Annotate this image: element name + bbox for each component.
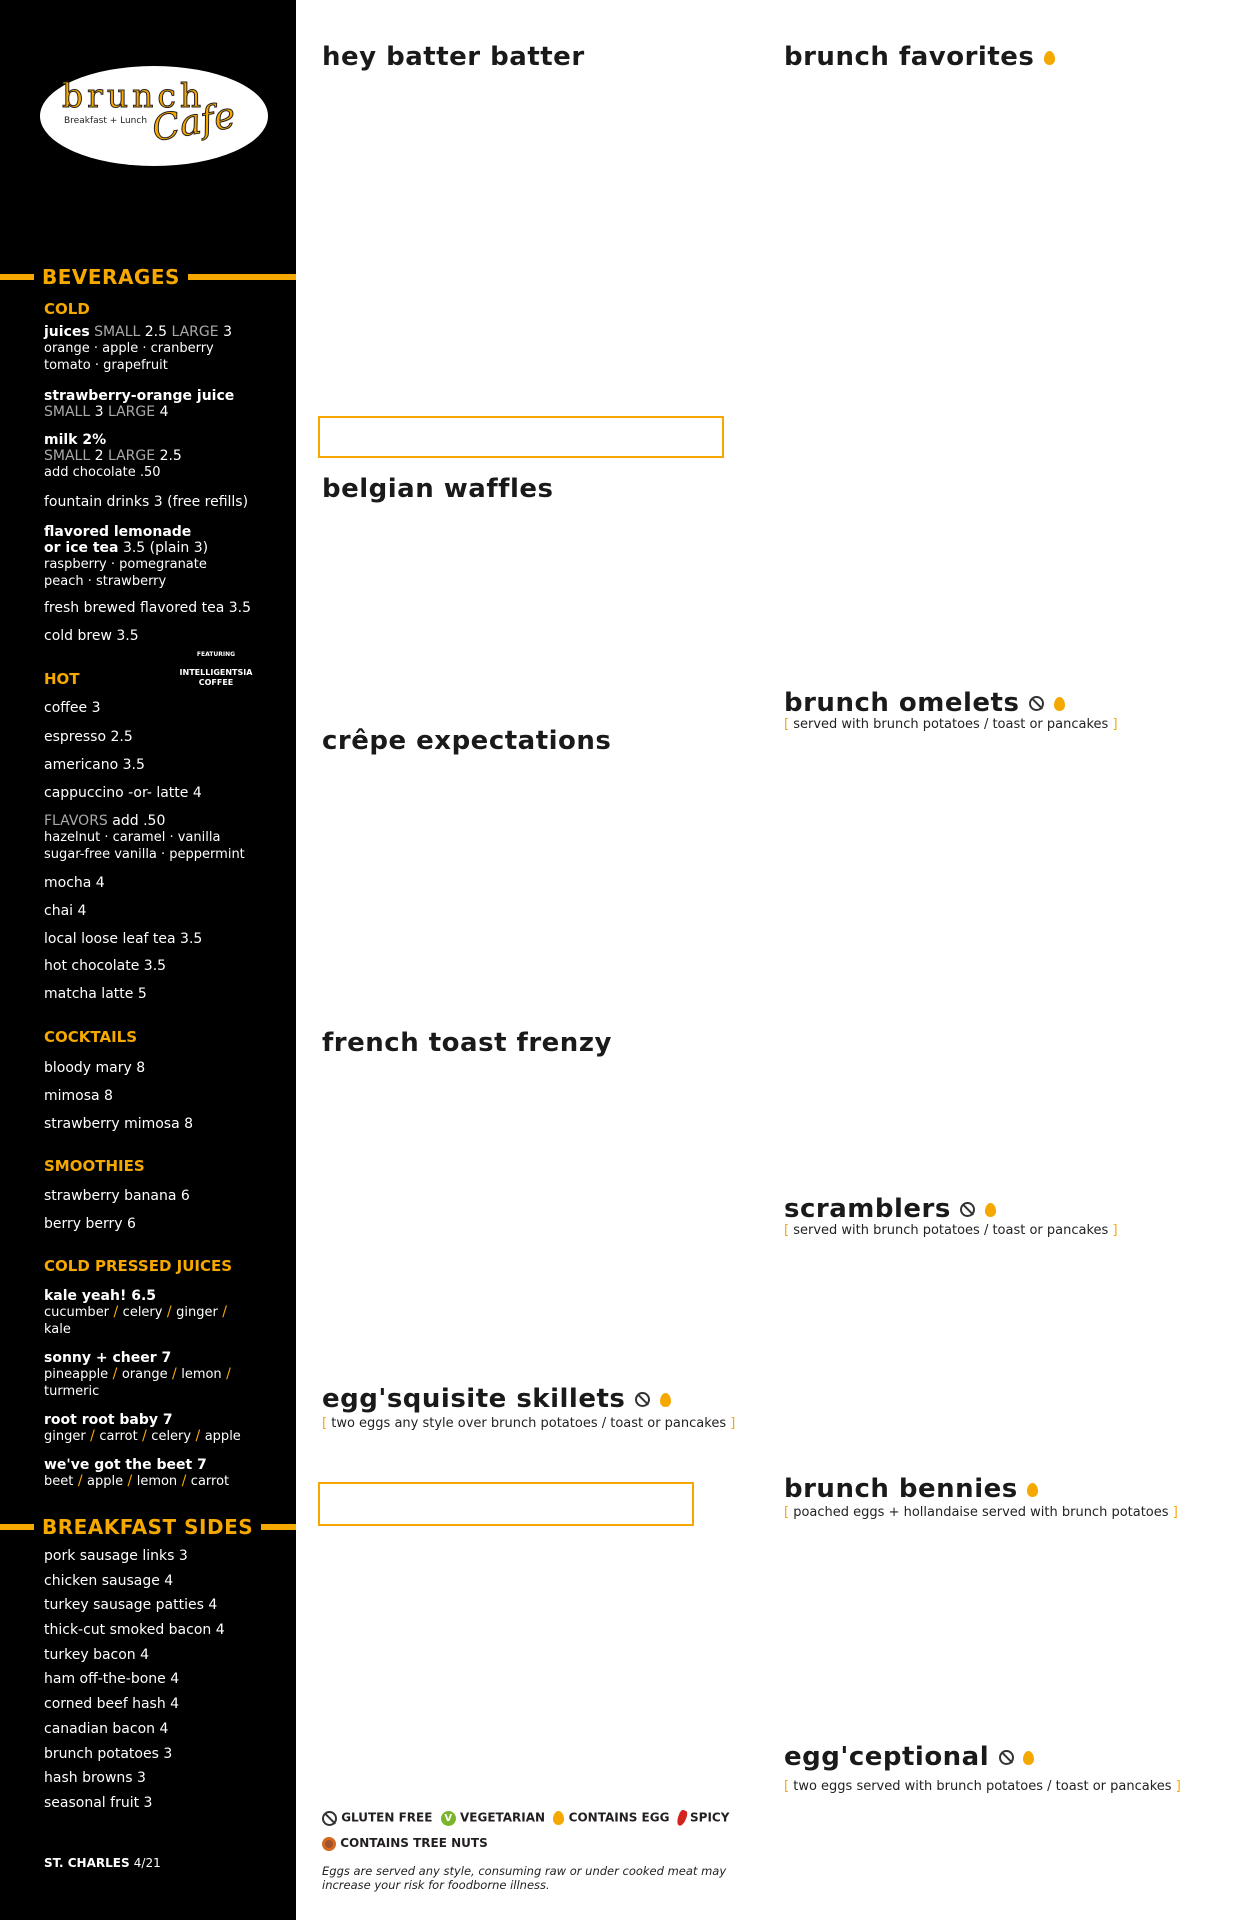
sidebar-beverages [0,0,296,1920]
brunch-favorites-heading: brunch favorites [784,42,1055,72]
intelligentsia-badge: FEATURING INTELLIGENTSIA COFFEE [179,651,253,687]
cinnamon-swirl-highlight [318,416,724,458]
hey-batter-batter-heading: hey batter batter [322,42,585,72]
smoothies-heading: SMOOTHIES [44,1157,145,1175]
cold-pressed-juices-heading: COLD PRESSED JUICES [44,1257,233,1275]
strawberry-banana-item: strawberry banana 6 [44,1188,190,1204]
side-item: corned beef hash 4 [44,1696,180,1712]
egg-icon [660,1393,671,1407]
crepe-expectations-heading: crêpe expectations [322,726,612,756]
side-item: turkey bacon 4 [44,1647,150,1663]
legend: GLUTEN FREE V VEGETARIAN CONTAINS EGG SPICY [322,1810,729,1826]
coffee-item: coffee 3 [44,700,101,716]
side-item: hash browns 3 [44,1770,146,1786]
strawberry-orange-juice-item: strawberry-orange juice SMALL 3 LARGE 4 [44,388,235,420]
logo-cafe: Cafe [149,95,239,150]
root-root-baby-item: root root baby 7 ginger / carrot / celery / apple [44,1412,241,1444]
gluten-free-icon [1029,696,1044,711]
chai-item: chai 4 [44,903,87,919]
side-item: seasonal fruit 3 [44,1795,153,1811]
side-item: canadian bacon 4 [44,1721,169,1737]
egg-icon [553,1811,564,1825]
breakfast-sides-heading: BREAKFAST SIDES [0,1518,296,1536]
gluten-free-icon [999,1750,1014,1765]
cold-heading: COLD [44,300,90,318]
spicy-icon [675,1809,688,1827]
egg-icon [1044,51,1055,65]
beet-item: we've got the beet 7 beet / apple / lemon / carrot [44,1457,230,1489]
brunch-omelets-heading: brunch omelets [784,688,1065,718]
scramblers-note: [ served with brunch potatoes / toast or pancakes ] [784,1223,1118,1238]
lemonade-item: flavored lemonade or ice tea 3.5 (plain 3) raspberry · pomegranate peach · strawberry [44,524,209,589]
legend-nuts: CONTAINS TREE NUTS [322,1836,488,1851]
egg-icon [1054,697,1065,711]
mimosa-item: mimosa 8 [44,1088,113,1104]
side-item: chicken sausage 4 [44,1573,174,1589]
loose-leaf-tea-item: local loose leaf tea 3.5 [44,931,203,947]
juices-item: juices SMALL 2.5 LARGE 3 orange · apple · cranberry tomato · grapefruit [44,324,232,373]
milk-item: milk 2% SMALL 2 LARGE 2.5 add chocolate .50 [44,432,182,480]
matcha-latte-item: matcha latte 5 [44,986,147,1002]
cappuccino-item: cappuccino -or- latte 4 [44,785,202,801]
vegetarian-icon: V [441,1811,456,1826]
mocha-item: mocha 4 [44,875,105,891]
omelets-note: [ served with brunch potatoes / toast or pancakes ] [784,717,1118,732]
fresh-tea-item: fresh brewed flavored tea 3.5 [44,600,251,616]
berry-berry-item: berry berry 6 [44,1216,136,1232]
side-item: ham off-the-bone 4 [44,1671,180,1687]
egg-icon [1023,1751,1034,1765]
eggceptional-heading: egg'ceptional [784,1742,1034,1772]
food-warning: Eggs are served any style, consuming raw or under cooked meat may increase your risk for foodborne illness. [322,1864,727,1892]
espresso-item: espresso 2.5 [44,729,133,745]
bloody-mary-item: bloody mary 8 [44,1060,146,1076]
sonny-cheer-item: sonny + cheer 7 pineapple / orange / lemon / turmeric [44,1350,231,1399]
belgian-waffles-heading: belgian waffles [322,474,554,504]
gluten-free-icon [960,1202,975,1217]
logo-brunch: brunch [62,76,206,115]
hot-chocolate-item: hot chocolate 3.5 [44,958,167,974]
logo-subtitle: Breakfast + Lunch [64,116,148,126]
cocktails-heading: COCKTAILS [44,1028,138,1046]
tree-nut-icon [322,1837,336,1851]
hot-heading: HOT [44,670,80,688]
brunch-bennies-heading: brunch bennies [784,1474,1038,1504]
brisket-hash-highlight [318,1482,694,1526]
fountain-drinks-item: fountain drinks 3 (free refills) [44,494,249,510]
location-label: ST. CHARLES 4/21 [44,1856,161,1870]
egg-icon [1027,1483,1038,1497]
gluten-free-icon [635,1392,650,1407]
egg-icon [985,1203,996,1217]
side-item: brunch potatoes 3 [44,1746,173,1762]
side-item: thick-cut smoked bacon 4 [44,1622,225,1638]
scramblers-heading: scramblers [784,1194,996,1224]
side-item: turkey sausage patties 4 [44,1597,218,1613]
gluten-free-icon [322,1811,337,1826]
skillets-heading: egg'squisite skillets [322,1384,671,1414]
side-item: pork sausage links 3 [44,1548,188,1564]
kale-yeah-item: kale yeah! 6.5 cucumber / celery / ginger / kale [44,1288,227,1337]
americano-item: americano 3.5 [44,757,145,773]
skillets-note: [ two eggs any style over brunch potatoes / toast or pancakes ] [322,1416,736,1431]
eggceptional-note: [ two eggs served with brunch potatoes / toast or pancakes ] [784,1779,1181,1794]
strawberry-mimosa-item: strawberry mimosa 8 [44,1116,194,1132]
brunch-cafe-logo [40,66,268,166]
french-toast-frenzy-heading: french toast frenzy [322,1028,612,1058]
cold-brew-item: cold brew 3.5 [44,628,139,644]
flavors-item: FLAVORS add .50 hazelnut · caramel · vanilla sugar-free vanilla · peppermint [44,813,245,862]
beverages-heading: BEVERAGES [0,268,296,286]
bennies-note: [ poached eggs + hollandaise served with brunch potatoes ] [784,1505,1178,1520]
